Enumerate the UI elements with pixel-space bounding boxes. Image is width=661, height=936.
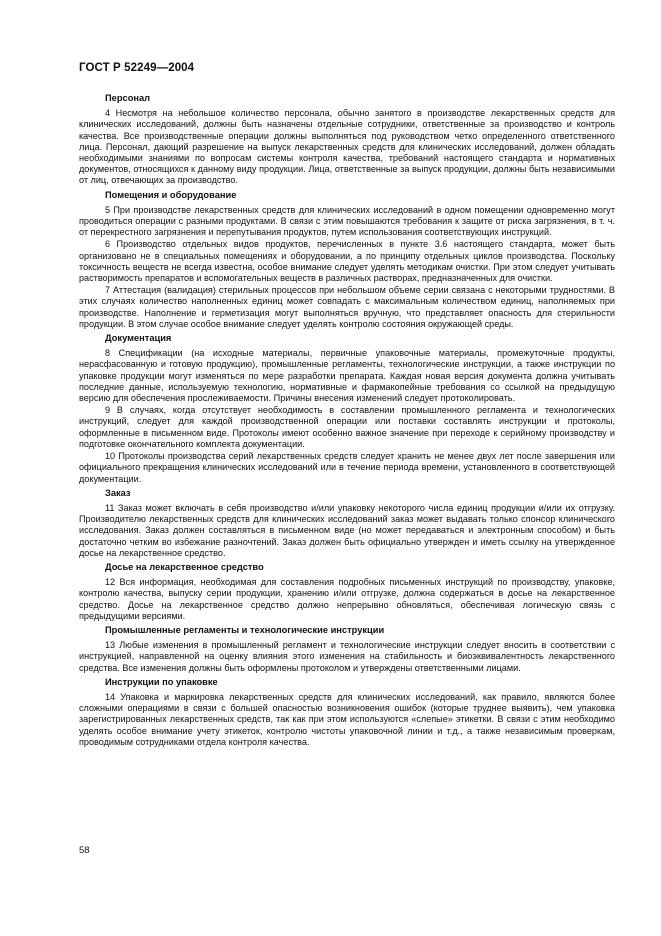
paragraph-14: 14 Упаковка и маркировка лекарственных средств для клинических исследований, как правило, являются более сложными операциями в связи с большей опасностью возникновения ошибок (которые труднее выявить), чем упаковка зарегистрированных лекарственных средств, так как при этом используются «слепые» этикетки. В связи с этим необходимо уделять особое внимание учету этикеток, контролю чистоты упаковочной линии и т.д., а также независимым проверкам, проводимым сотрудниками отдела контроля качества. — [79, 691, 615, 747]
section-heading: Заказ — [105, 487, 131, 498]
paragraph-11: 11 Заказ может включать в себя производство и/или упаковку некоторого числа единиц продукции и/или их отгрузку. Производителю лекарственных средств для клинических исследований заказ может выдавать только спонсор клинического исследования. Заказ должен составляться в письменном виде (но может передаваться и электронным способом) и быть достаточно четким во избежание разночтений. Заказ должен быть официально утвержден и иметь ссылку на утвержденное досье на лекарственное средство. — [79, 502, 615, 558]
section-personnel — [79, 93, 615, 187]
section-heading: Промышленные регламенты и технологические инструкции — [105, 624, 385, 635]
section-order — [79, 488, 615, 559]
section-premises-equipment — [79, 190, 615, 330]
paragraph-9: 9 В случаях, когда отсутствует необходимость в составлении промышленного регламента и технологических инструкций, следует для каждой производственной операции или поставки составлять инструкции и протоколы, оформленные в письменном виде. Протоколы имеют особенно важное значение при переходе к серийному производству и подготовке окончательного комплекта документации. — [79, 405, 615, 449]
paragraph-10: 10 Протоколы производства серий лекарственных средств следует хранить не менее двух лет после завершения или официального прекращения клинических исследований или в течение периода времени, установленного в соответствующей документации. — [79, 451, 615, 484]
section-heading: Помещения и оборудование — [105, 189, 237, 200]
section-documentation — [79, 333, 615, 485]
section-regulations-instructions — [79, 625, 615, 674]
paragraph-12: 12 Вся информация, необходимая для составления подробных письменных инструкций по производству, упаковке, контролю качества, выпуску серии продукции, хранению и/или отгрузке, должна содержаться в досье на лекарственное средство. Досье на лекарственное средство должно непрерывно обновляться, обеспечивая логическую связь с предыдущими версиями. — [79, 577, 615, 621]
page-number: 58 — [79, 845, 90, 856]
document-header: ГОСТ Р 52249—2004 — [79, 62, 195, 74]
section-heading: Персонал — [105, 93, 151, 103]
section-heading: Досье на лекарственное средство — [105, 561, 264, 572]
paragraph-7: 7 Аттестация (валидация) стерильных процессов при небольшом объеме серии связана с некоторыми трудностями. В этих случаях количество наполненных единиц может совпадать с максимальным количеством единиц, наполняемых при производстве. Наполнение и герметизация могут выполняться вручную, что представляет опасность для стерильности продукции. В этом случае особое внимание следует уделять контролю состояния окружающей среды. — [79, 285, 615, 329]
paragraph-6: 6 Производство отдельных видов продуктов, перечисленных в пункте 3.6 настоящего стандарта, может быть организовано не в специальных помещениях и оборудовании, а по принципу отдельных циклов производства. Поскольку токсичность веществ не всегда известна, особое внимание следует уделять методикам очистки. При этом следует учитывать растворимость препаратов и вспомогательных веществ в различных растворах, предназначенных для очистки. — [79, 239, 615, 284]
paragraph-5: 5 При производстве лекарственных средств для клинических исследований в одном помещении одновременно могут проводиться операции с разными продуктами. В связи с этим повышаются требования к защите от риска загрязнения, в т. ч. от перекрестного загрязнения и перепутывания продуктов, путем использования соответствующих инструкций. — [79, 204, 615, 238]
section-heading: Документация — [105, 333, 172, 344]
document-body — [79, 93, 615, 749]
paragraph-4: 4 Несмотря на небольшое количество персонала, обычно занятого в производстве лекарственных средств для клинических исследований, должны быть назначены отдельные сотрудники, ответственные за производство и контроль качества. Все производственные операции должны выполняться под руководством четко определенного ответственного лица. Персонал, дающий разрешение на выпуск лекарственных средств для клинических исследований, должен обладать необходимыми знаниями по вопросам системы контроля качества, требований настоящего стандарта и нормативных документов, относящихся к данному виду продукции. Лица, ответственные за выпуск продукции, должны быть независимыми от лиц, отвечающих за производство. — [79, 108, 615, 186]
section-product-dossier — [79, 562, 615, 622]
section-heading: Инструкции по упаковке — [105, 676, 218, 687]
paragraph-13: 13 Любые изменения в промышленный регламент и технологические инструкции следует вносить в соответствии с инструкцией, направленной на оценку влияния этого изменения на стабильность и биоэквивалентность лекарственного средства. Все изменения должны быть оформлены протоколом и утверждены ответственными лицами. — [79, 640, 615, 673]
paragraph-8: 8 Спецификации (на исходные материалы, первичные упаковочные материалы, промежуточные продукты, нерасфасованную и готовую продукцию), промышленные регламенты, технологические инструкции, а также инструкции по упаковке продукции могут изменяться по мере разработки препарата. Каждая новая версия документа должна учитывать последние данные, используемую технологию, нормативные и фармакопейные требования со ссылкой на предыдущую версию для обеспечения прослеживаемости. Причины внесения изменений следует протоколировать. — [79, 348, 615, 404]
section-packaging-instructions — [79, 677, 615, 748]
